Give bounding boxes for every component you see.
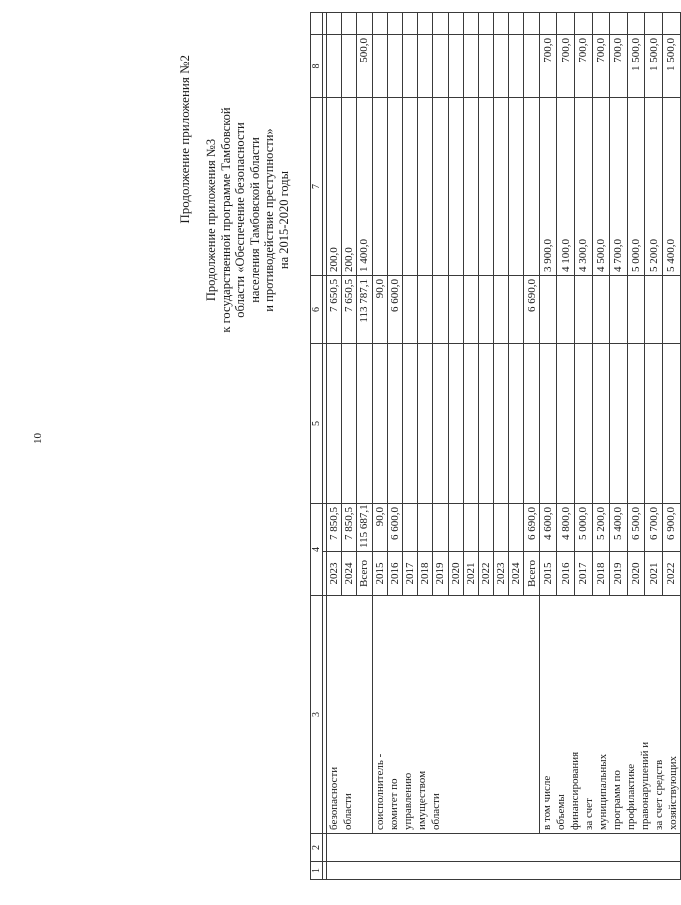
- col8-amount-cell: [372, 35, 387, 98]
- empty-cell: [372, 13, 387, 35]
- col8-amount-cell: [524, 35, 539, 98]
- col7-amount-cell: [494, 98, 509, 276]
- col8-amount-cell: 700,0: [610, 35, 628, 98]
- col5-cell: [494, 344, 509, 504]
- header-cell: 5: [311, 344, 323, 504]
- col7-amount-cell: [509, 98, 524, 276]
- label-line: имуществом: [415, 770, 428, 830]
- col8-amount-cell: 700,0: [592, 35, 610, 98]
- col7-amount-cell: 5 400,0: [663, 98, 681, 276]
- label-line: безопасности: [328, 766, 340, 830]
- label-line: программ по: [610, 770, 623, 830]
- year-cell: 2023: [494, 552, 509, 596]
- total-amount-cell: 90,0: [372, 504, 387, 552]
- label-line: муниципальных: [596, 753, 609, 830]
- total-amount-cell: [509, 504, 524, 552]
- year-cell: 2019: [433, 552, 448, 596]
- col8-amount-cell: [418, 35, 433, 98]
- year-cell: 2020: [627, 552, 645, 596]
- caption-line: и противодействие преступности»: [262, 128, 276, 312]
- empty-cell: [524, 13, 539, 35]
- col6-amount-cell: [509, 276, 524, 344]
- total-amount-cell: 6 900,0: [663, 504, 681, 552]
- col7-amount-cell: [433, 98, 448, 276]
- total-amount-cell: [402, 504, 417, 552]
- col5-cell: [433, 344, 448, 504]
- col6-amount-cell: [478, 276, 493, 344]
- header-cell: 8: [311, 35, 323, 98]
- label-line: в том числе: [540, 775, 553, 830]
- year-cell: 2016: [557, 552, 575, 596]
- col6-amount-cell: [418, 276, 433, 344]
- empty-cell: [327, 834, 681, 862]
- col7-amount-cell: [463, 98, 478, 276]
- label-line: финансирования: [568, 751, 581, 830]
- year-cell: 2018: [592, 552, 610, 596]
- empty-cell: [357, 13, 372, 35]
- label-line: комитет по: [387, 778, 400, 830]
- col8-amount-cell: 1 500,0: [663, 35, 681, 98]
- col6-amount-cell: 6 600,0: [387, 276, 402, 344]
- financing-table-body: [326, 12, 681, 880]
- header-cell: 6: [311, 276, 323, 344]
- col5-cell: [539, 344, 557, 504]
- empty-cell: [402, 13, 417, 35]
- col7-amount-cell: 4 100,0: [557, 98, 575, 276]
- col8-amount-cell: 1 500,0: [645, 35, 663, 98]
- col5-cell: [402, 344, 417, 504]
- col8-amount-cell: [327, 35, 342, 98]
- col7-amount-cell: [478, 98, 493, 276]
- caption-line: населения Тамбовской области: [247, 137, 262, 303]
- empty-cell: [387, 13, 402, 35]
- col7-amount-cell: 200,0: [327, 98, 342, 276]
- header-cell: 7: [311, 98, 323, 276]
- year-cell: 2017: [402, 552, 417, 596]
- col8-amount-cell: [494, 35, 509, 98]
- col5-cell: [524, 344, 539, 504]
- col8-amount-cell: [509, 35, 524, 98]
- col5-cell: [478, 344, 493, 504]
- col8-amount-cell: [448, 35, 463, 98]
- year-cell: 2020: [448, 552, 463, 596]
- label-line: объемы: [554, 794, 567, 830]
- col5-cell: [357, 344, 372, 504]
- row-group-label: [539, 596, 680, 834]
- total-amount-cell: 7 850,5: [342, 504, 357, 552]
- col5-cell: [645, 344, 663, 504]
- col5-cell: [327, 344, 342, 504]
- empty-cell: [663, 13, 681, 35]
- total-amount-cell: [418, 504, 433, 552]
- col8-amount-cell: [402, 35, 417, 98]
- year-cell: 2024: [342, 552, 357, 596]
- year-cell: 2017: [574, 552, 592, 596]
- col8-amount-cell: [342, 35, 357, 98]
- col5-cell: [387, 344, 402, 504]
- appendix-continuation-title: Продолжение приложения №2: [177, 55, 192, 224]
- year-cell: 2022: [478, 552, 493, 596]
- total-amount-cell: [478, 504, 493, 552]
- col5-cell: [627, 344, 645, 504]
- col7-amount-cell: [448, 98, 463, 276]
- row-group-label: [327, 596, 373, 834]
- year-cell: Всего: [524, 552, 539, 596]
- empty-cell: [327, 862, 681, 880]
- year-cell: Всего: [357, 552, 372, 596]
- col8-amount-cell: [433, 35, 448, 98]
- col7-amount-cell: 4 300,0: [574, 98, 592, 276]
- col6-amount-cell: [627, 276, 645, 344]
- col6-amount-cell: [610, 276, 628, 344]
- empty-cell: [478, 13, 493, 35]
- total-amount-cell: 4 600,0: [539, 504, 557, 552]
- col5-cell: [610, 344, 628, 504]
- empty-cell: [448, 13, 463, 35]
- label-line: хозяйствующих: [666, 756, 679, 830]
- col5-cell: [574, 344, 592, 504]
- label-line: области: [429, 793, 442, 830]
- total-amount-cell: 4 800,0: [557, 504, 575, 552]
- col6-amount-cell: [402, 276, 417, 344]
- empty-cell: [463, 13, 478, 35]
- empty-cell: [539, 13, 557, 35]
- col7-amount-cell: 4 700,0: [610, 98, 628, 276]
- total-amount-cell: 5 200,0: [592, 504, 610, 552]
- empty-cell: [433, 13, 448, 35]
- empty-cell: [509, 13, 524, 35]
- total-amount-cell: 6 700,0: [645, 504, 663, 552]
- year-cell: 2015: [372, 552, 387, 596]
- col6-amount-cell: [663, 276, 681, 344]
- total-amount-cell: 115 687,1: [357, 504, 372, 552]
- col7-amount-cell: [418, 98, 433, 276]
- table-row: [539, 13, 557, 880]
- empty-cell: [645, 13, 663, 35]
- total-amount-cell: 5 400,0: [610, 504, 628, 552]
- col6-amount-cell: [557, 276, 575, 344]
- year-cell: 2015: [539, 552, 557, 596]
- page-number: 10: [32, 433, 44, 444]
- table-row: [327, 13, 342, 880]
- header-cell: 3: [311, 596, 323, 834]
- col7-amount-cell: 5 200,0: [645, 98, 663, 276]
- col7-amount-cell: [372, 98, 387, 276]
- col8-amount-cell: 700,0: [557, 35, 575, 98]
- total-amount-cell: [463, 504, 478, 552]
- col5-cell: [448, 344, 463, 504]
- year-cell: 2016: [387, 552, 402, 596]
- label-line: за счет средств: [652, 759, 665, 830]
- table-row: [372, 13, 387, 880]
- label-line: профилактике: [624, 763, 637, 830]
- col5-cell: [418, 344, 433, 504]
- empty-cell: [610, 13, 628, 35]
- empty-cell: [557, 13, 575, 35]
- total-amount-cell: [494, 504, 509, 552]
- appendix-caption: [204, 55, 291, 385]
- col8-amount-cell: [463, 35, 478, 98]
- col6-amount-cell: 90,0: [372, 276, 387, 344]
- total-amount-cell: 6 600,0: [387, 504, 402, 552]
- col7-amount-cell: 5 000,0: [627, 98, 645, 276]
- year-cell: 2021: [463, 552, 478, 596]
- total-amount-cell: [448, 504, 463, 552]
- year-cell: 2024: [509, 552, 524, 596]
- year-cell: 2022: [663, 552, 681, 596]
- col6-amount-cell: 6 690,0: [524, 276, 539, 344]
- col6-amount-cell: [494, 276, 509, 344]
- col7-amount-cell: 4 500,0: [592, 98, 610, 276]
- col7-amount-cell: [387, 98, 402, 276]
- total-amount-cell: 7 850,5: [327, 504, 342, 552]
- header-cell: 4: [311, 504, 323, 596]
- col5-cell: [557, 344, 575, 504]
- col7-amount-cell: [524, 98, 539, 276]
- header-cell: 2: [311, 834, 323, 862]
- header-cell: [311, 13, 323, 35]
- total-amount-cell: [433, 504, 448, 552]
- year-cell: 2021: [645, 552, 663, 596]
- year-cell: 2018: [418, 552, 433, 596]
- rotated-landscape-page: [177, 35, 679, 880]
- col5-cell: [592, 344, 610, 504]
- caption-line: области «Обеспечение безопасности: [233, 122, 247, 318]
- row-group-label: [372, 596, 539, 834]
- caption-line: Продолжение приложения №3: [204, 138, 218, 302]
- empty-cell: [627, 13, 645, 35]
- table-header-row: [311, 13, 323, 880]
- col5-cell: [663, 344, 681, 504]
- col8-amount-cell: 700,0: [574, 35, 592, 98]
- col6-amount-cell: [448, 276, 463, 344]
- empty-cell: [418, 13, 433, 35]
- col5-cell: [509, 344, 524, 504]
- total-amount-cell: 6 500,0: [627, 504, 645, 552]
- header-cell: 1: [311, 862, 323, 880]
- col8-amount-cell: 700,0: [539, 35, 557, 98]
- col7-amount-cell: 200,0: [342, 98, 357, 276]
- caption-line: на 2015-2020 годы: [276, 170, 291, 270]
- col8-amount-cell: 1 500,0: [627, 35, 645, 98]
- total-amount-cell: 5 000,0: [574, 504, 592, 552]
- label-line: области: [342, 793, 354, 830]
- col5-cell: [463, 344, 478, 504]
- col6-amount-cell: [539, 276, 557, 344]
- col8-amount-cell: [478, 35, 493, 98]
- label-line: правонарушений и: [638, 741, 651, 830]
- year-cell: 2019: [610, 552, 628, 596]
- financing-table: [310, 12, 327, 880]
- empty-cell: [342, 13, 357, 35]
- year-cell: 2023: [327, 552, 342, 596]
- col8-amount-cell: [387, 35, 402, 98]
- col7-amount-cell: 3 900,0: [539, 98, 557, 276]
- col6-amount-cell: [592, 276, 610, 344]
- col7-amount-cell: [402, 98, 417, 276]
- col6-amount-cell: [574, 276, 592, 344]
- total-amount-cell: 6 690,0: [524, 504, 539, 552]
- col6-amount-cell: 7 650,5: [327, 276, 342, 344]
- col6-amount-cell: 113 787,1: [357, 276, 372, 344]
- label-line: за счет: [582, 798, 595, 830]
- empty-cell: [592, 13, 610, 35]
- col7-amount-cell: 1 400,0: [357, 98, 372, 276]
- col5-cell: [342, 344, 357, 504]
- caption-line: к государственной программе Тамбовской: [218, 107, 233, 333]
- empty-cell: [494, 13, 509, 35]
- col6-amount-cell: [463, 276, 478, 344]
- label-line: управлению: [401, 772, 414, 830]
- col8-amount-cell: 500,0: [357, 35, 372, 98]
- col6-amount-cell: 7 650,5: [342, 276, 357, 344]
- col6-amount-cell: [645, 276, 663, 344]
- empty-cell: [327, 13, 342, 35]
- col6-amount-cell: [433, 276, 448, 344]
- col5-cell: [372, 344, 387, 504]
- empty-cell: [574, 13, 592, 35]
- label-line: соисполнитель -: [373, 753, 386, 830]
